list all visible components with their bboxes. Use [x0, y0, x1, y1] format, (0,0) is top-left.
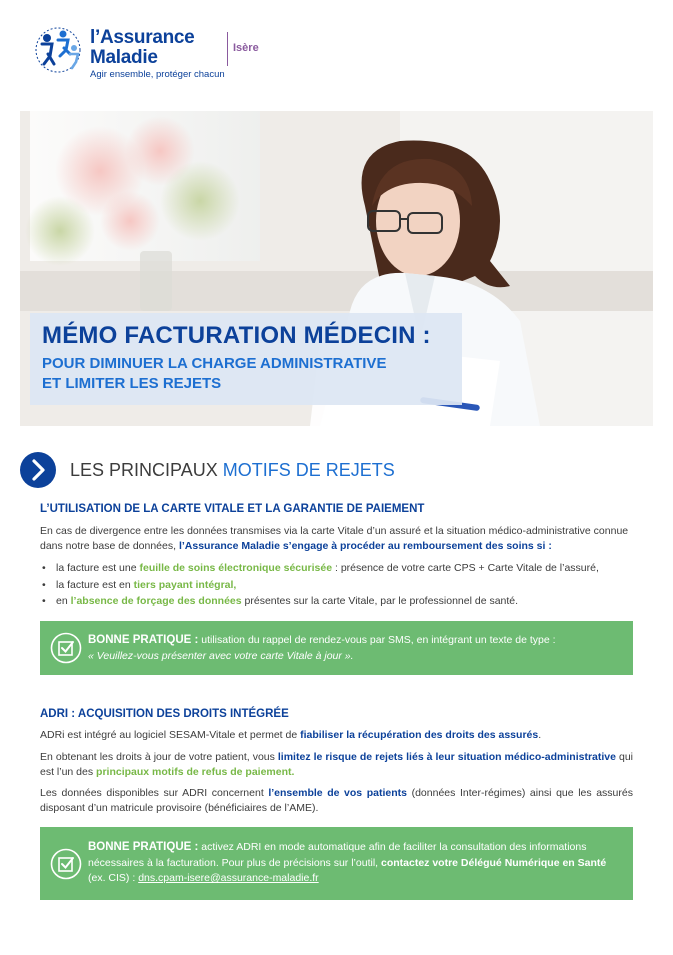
org-name [90, 28, 194, 68]
adri-paragraph-1: ADRi est intégré au logiciel SESAM-Vitale et permet de fiabiliser la récupération des droits des assurés. [40, 729, 542, 741]
email-link[interactable]: dns.cpam-isere@assurance-maladie.fr [138, 872, 319, 884]
hero-subtitle-line1: POUR DIMINUER LA CHARGE ADMINISTRATIVE [42, 355, 387, 372]
tip-label: BONNE PRATIQUE : [88, 841, 199, 853]
list-item: • la facture est en tiers payant intégral, [42, 578, 237, 591]
tip-quote: « Veuillez-vous présenter avec votre carte Vitale à jour ». [88, 649, 354, 662]
carte-vitale-heading: L’UTILISATION DE LA CARTE VITALE ET LA GARANTIE DE PAIEMENT [40, 503, 425, 515]
checkbox-check-icon [50, 632, 82, 664]
carte-vitale-intro-text: En cas de divergence entre les données transmises via la carte Vitale d’un assuré et la situation médico-administrative connue dans notre base de données, [40, 525, 629, 552]
adri-paragraph-3: Les données disponibles sur ADRI concernent l’ensemble de vos patients (données Inter-régimes) ainsi que les assurés disposant d’un matricule provisoire (bénéficiaires de l’AME). [40, 787, 633, 814]
tip-box-adri [40, 827, 633, 900]
tip-text-adri: BONNE PRATIQUE : activez ADRI en mode automatique afin de faciliter la consultation des informations nécessaires à la facturation. Pour plus de précisions sur l’outil, contactez votre Délégué Numérique en Santé (ex. CIS) : dns.cpam-isere@assurance-maladie.fr [88, 841, 607, 884]
region-label: Isère [233, 42, 259, 54]
logo-separator [227, 32, 228, 66]
org-tagline: Agir ensemble, protéger chacun [90, 69, 225, 80]
checkbox-check-icon [50, 848, 82, 880]
section-title [70, 460, 395, 481]
tip-body: utilisation du rappel de rendez-vous par SMS, en intégrant un texte de type : [201, 634, 556, 646]
section-title-highlight: MOTIFS DE REJETS [222, 460, 395, 480]
hero-subtitle-line2: ET LIMITER LES REJETS [42, 375, 222, 392]
header [30, 22, 330, 82]
list-item: • la facture est une feuille de soins électronique sécurisée : présence de votre carte CPS + Carte Vitale de l’assuré, [42, 562, 599, 574]
hero-title: MÉMO FACTURATION MÉDECIN : [42, 322, 431, 349]
adri-heading: ADRI : ACQUISITION DES DROITS INTÉGRÉE [40, 708, 289, 720]
chevron-right-icon [20, 452, 56, 488]
tip-body: activez ADRI en mode automatique afin de faciliter la consultation des informations nécessaires à la facturation. Pour plus de précisions sur l’outil, [88, 841, 587, 869]
tip-contact: contactez votre Délégué Numérique en Santé [380, 856, 607, 869]
section-title-plain: LES PRINCIPAUX [70, 460, 218, 480]
carte-vitale-intro-bold: l’Assurance Maladie s’engage à procéder au remboursement des soins si : [178, 540, 552, 552]
list-item: • en l’absence de forçage des données présentes sur la carte Vitale, par le professionnel de santé. [42, 595, 519, 607]
carte-vitale-intro [40, 524, 633, 554]
org-name-line2: Maladie [90, 47, 158, 68]
hero-title-box [30, 313, 462, 405]
hero-banner [20, 111, 653, 426]
tip-text-sms [88, 633, 620, 664]
tip-label: BONNE PRATIQUE : [88, 634, 199, 646]
tip-box-sms [40, 621, 633, 675]
org-name-line1: l’Assurance [90, 27, 195, 48]
conditions-list [40, 560, 633, 610]
assurance-maladie-logo-icon [30, 24, 86, 76]
section-header [20, 452, 640, 488]
adri-paragraph-2: En obtenant les droits à jour de votre patient, vous limitez le risque de rejets liés à leur situation médico-administrative qui est l’un des principaux motifs de refus de paiement. [40, 751, 634, 778]
